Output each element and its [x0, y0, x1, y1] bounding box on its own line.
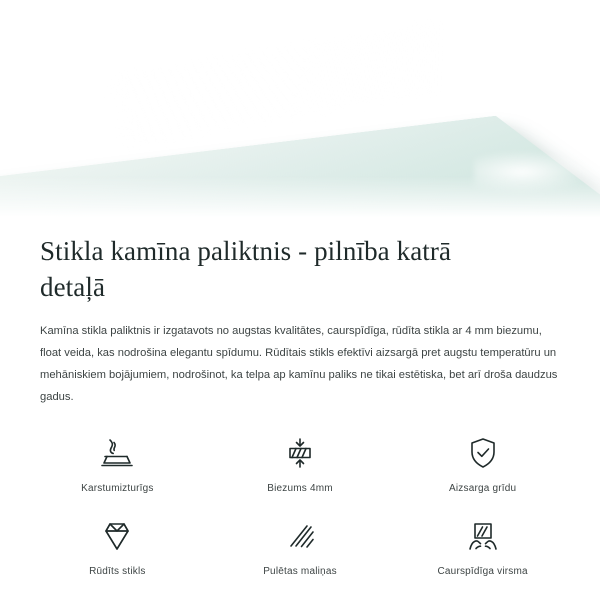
feature-label: Aizsarga grīdu [449, 482, 517, 494]
feature-label: Biezums 4mm [267, 482, 333, 494]
feature-label: Pulētas maliņas [263, 565, 337, 577]
feature-item [209, 516, 392, 577]
feature-item [209, 433, 392, 494]
feature-grid [0, 433, 600, 577]
shield-check-icon [460, 433, 506, 473]
feature-item [391, 433, 574, 494]
thickness-4mm-icon [277, 433, 323, 473]
feature-item [26, 516, 209, 577]
feature-label: Karstumizturīgs [81, 482, 154, 494]
transparent-surface-icon [460, 516, 506, 556]
feature-item [26, 433, 209, 494]
diamond-icon [94, 516, 140, 556]
hero-image [0, 0, 600, 228]
content-block [0, 228, 600, 409]
feature-item [391, 516, 574, 577]
body-paragraph: Kamīna stikla paliktnis ir izgatavots no augstas kvalitātes, caurspīdīga, rūdīta stikla ar 4 mm biezumu, float veida, kas nodrošina elegantu spīdumu. Rūdītais stikls efektīvi aizsargā pret augstu temperatūru un mehāniskiem bojājumiem, nodrošinot, ka telpa ap kamīnu paliks ne tikai estētiska, bet arī droša daudzus gadus. [40, 325, 558, 403]
feature-label: Rūdīts stikls [89, 565, 146, 577]
page-title: Stikla kamīna paliktnis - pilnība katrā detaļā [40, 236, 452, 302]
polished-edges-icon [277, 516, 323, 556]
heat-resistant-icon [94, 433, 140, 473]
feature-label: Caurspīdīga virsma [437, 565, 528, 577]
